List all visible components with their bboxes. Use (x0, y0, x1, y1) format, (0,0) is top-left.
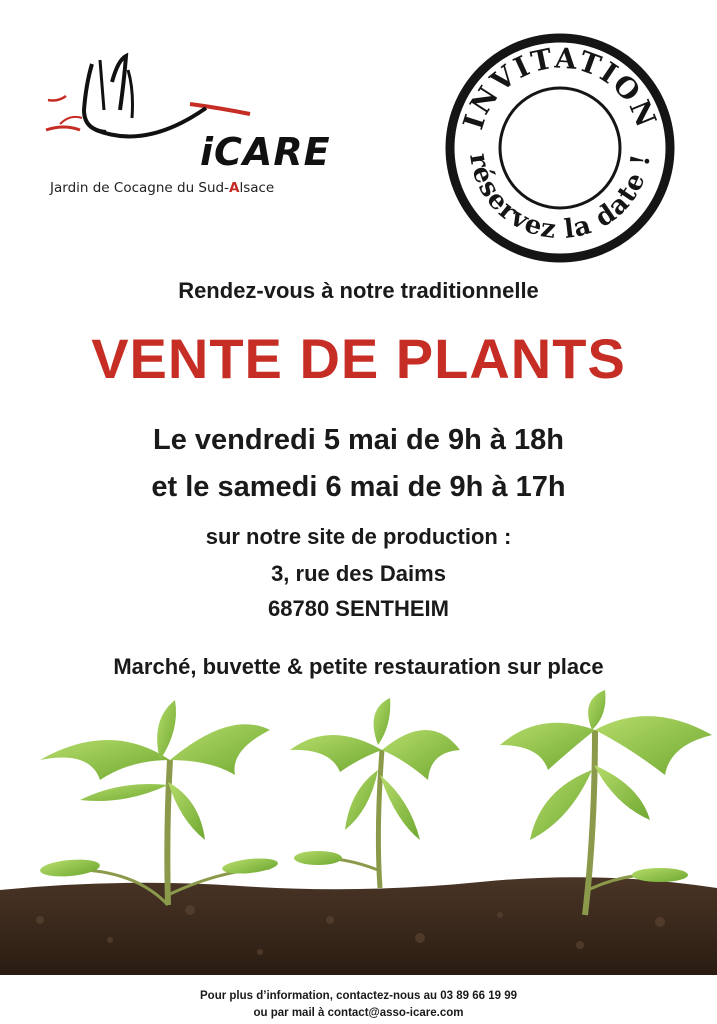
alsace-heart-icon: A (229, 180, 240, 196)
stamp-top-text: INVITATION (456, 41, 664, 134)
location-intro: sur notre site de production : (205, 524, 512, 549)
event-title: VENTE DE PLANTS (91, 327, 626, 390)
seedling-left (39, 700, 278, 905)
footer-email-line: ou par mail à contact@asso-icare.com (253, 1007, 464, 1019)
logo-wordmark: iCARE (200, 130, 331, 174)
footer-contact (0, 988, 717, 1022)
seedling-middle (290, 698, 460, 888)
date-line-saturday: et le samedi 6 mai de 9h à 17h (151, 471, 566, 503)
extras-text: Marché, buvette & petite restauration sur place (113, 654, 604, 679)
stamp-bottom-text: réservez la date ! (463, 151, 657, 246)
intro-text: Rendez-vous à notre traditionnelle (178, 278, 539, 303)
location-city: 68780 SENTHEIM (268, 596, 449, 621)
logo-subtitle: Jardin de Cocagne du Sud-Alsace (50, 180, 275, 196)
seedlings-photo (0, 690, 717, 975)
icare-logo (40, 52, 331, 202)
invitation-stamp (440, 28, 680, 268)
location-street: 3, rue des Daims (271, 561, 446, 586)
footer-phone-line: Pour plus d’information, contactez-nous au 03 89 66 19 99 (200, 990, 517, 1002)
date-line-friday: Le vendredi 5 mai de 9h à 18h (153, 424, 564, 456)
